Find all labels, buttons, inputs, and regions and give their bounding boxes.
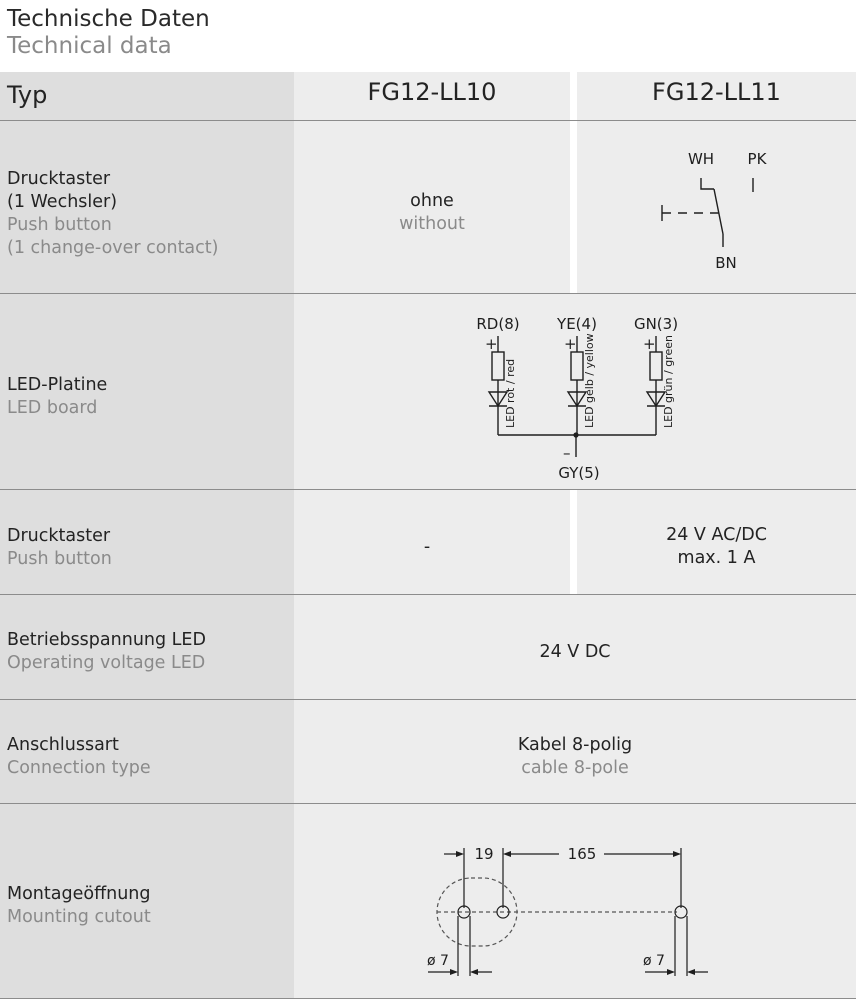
led-plus-sign: + — [485, 335, 498, 353]
value-cell — [294, 595, 856, 699]
led-description: LED gelb / yellow — [583, 333, 596, 428]
switch-contact-diagram — [577, 121, 856, 293]
dim-hole-3-label: ø 7 — [643, 953, 665, 969]
header-model-b: FG12-LL11 — [652, 78, 781, 106]
value-a-cell — [294, 490, 570, 594]
wh-contact-line — [701, 178, 714, 189]
led-resistor — [650, 352, 662, 380]
value-b-cell — [577, 121, 856, 293]
row-label — [7, 883, 151, 929]
title-en: Technical data — [7, 33, 172, 59]
dim-19-label: 19 — [474, 845, 494, 863]
led-pin-label: YE(4) — [557, 315, 597, 333]
label-de-2: (1 Wechsler) — [7, 192, 118, 212]
arrow-hole-1-right — [470, 969, 478, 975]
row-label — [7, 525, 112, 571]
technical-data-table — [0, 72, 856, 1000]
led-branch — [476, 315, 519, 435]
header-type-cell — [0, 72, 294, 120]
row-mounting-cutout — [0, 804, 856, 998]
dim-hole-1-label: ø 7 — [427, 953, 449, 969]
row-operating-voltage — [0, 595, 856, 699]
column-gap — [570, 121, 577, 293]
label-de: Montageöffnung — [7, 884, 151, 904]
row-divider — [0, 998, 856, 999]
led-pin-label: GN(3) — [633, 315, 679, 333]
label-en: LED board — [7, 398, 98, 418]
value-b-cell — [577, 490, 856, 594]
row-connection-type — [0, 700, 856, 803]
mounting-cutout-diagram — [294, 804, 856, 998]
cutout-outline — [437, 878, 517, 946]
row-led-board — [0, 294, 856, 489]
value-b-1: 24 V AC/DC — [666, 525, 767, 545]
led-plus-sign: + — [564, 335, 577, 353]
led-plus-sign: + — [643, 335, 656, 353]
label-en-2: (1 change-over contact) — [7, 238, 219, 258]
header-row — [0, 72, 856, 120]
terminal-bn: BN — [715, 254, 737, 272]
row-push-button — [0, 490, 856, 594]
led-branch — [556, 315, 597, 435]
arrow-hole-3-left — [667, 969, 675, 975]
led-resistor — [492, 352, 504, 380]
row-label — [7, 168, 218, 260]
row-label — [7, 629, 206, 675]
column-gap — [570, 72, 577, 120]
label-cell — [0, 595, 294, 699]
column-gap — [570, 490, 577, 594]
value-a: - — [423, 537, 431, 557]
junction-dot — [573, 432, 578, 437]
connection-value-de: Kabel 8-polig — [517, 735, 633, 755]
operating-voltage-value: 24 V DC — [539, 642, 611, 662]
led-description: LED grün / green — [662, 335, 675, 428]
terminal-pk: PK — [747, 150, 767, 168]
arrow-19-right — [503, 851, 511, 857]
header-model-b-cell — [577, 72, 856, 120]
header-model-a: FG12-LL10 — [367, 78, 497, 106]
label-en: Push button — [7, 549, 112, 569]
led-description: LED rot / red — [504, 358, 517, 428]
arrow-165-right — [673, 851, 681, 857]
value-a-de: ohne — [410, 191, 454, 211]
connection-value-en: cable 8-pole — [521, 758, 629, 778]
label-de-1: Drucktaster — [7, 169, 111, 189]
label-de: Drucktaster — [7, 526, 111, 546]
value-b-2: max. 1 A — [677, 548, 756, 568]
arrow-19-left — [456, 851, 464, 857]
row-push-button-contact — [0, 121, 856, 293]
row-label — [7, 734, 151, 780]
label-en: Connection type — [7, 758, 151, 778]
label-en: Operating voltage LED — [7, 653, 206, 673]
ground-label: GY(5) — [558, 464, 600, 482]
page-title — [7, 6, 210, 60]
value-a-cell — [294, 121, 570, 293]
arrow-hole-3-right — [687, 969, 695, 975]
mounting-diagram-cell — [294, 804, 856, 998]
row-label — [7, 374, 107, 420]
header-type-label: Typ — [7, 81, 48, 109]
label-cell — [0, 490, 294, 594]
switch-blade — [714, 189, 723, 234]
terminal-wh: WH — [687, 150, 715, 168]
label-cell — [0, 700, 294, 803]
label-cell — [0, 804, 294, 998]
label-de: LED-Platine — [7, 375, 108, 395]
value-cell — [294, 700, 856, 803]
minus-sign: – — [563, 444, 571, 462]
title-de: Technische Daten — [7, 6, 210, 32]
label-cell — [0, 121, 294, 293]
led-diagram-cell — [294, 294, 856, 489]
led-marks — [476, 315, 678, 435]
led-pin-label: RD(8) — [476, 315, 520, 333]
label-de: Betriebsspannung LED — [7, 630, 206, 650]
led-resistor — [571, 352, 583, 380]
arrow-hole-1-left — [450, 969, 458, 975]
led-board-diagram — [294, 294, 856, 489]
dim-165-label: 165 — [567, 845, 597, 863]
label-de: Anschlussart — [7, 735, 119, 755]
led-branch — [634, 315, 678, 435]
label-en-1: Push button — [7, 215, 112, 235]
label-cell — [0, 294, 294, 489]
header-model-a-cell — [294, 72, 570, 120]
label-en: Mounting cutout — [7, 907, 151, 927]
value-a-en: without — [399, 214, 465, 234]
